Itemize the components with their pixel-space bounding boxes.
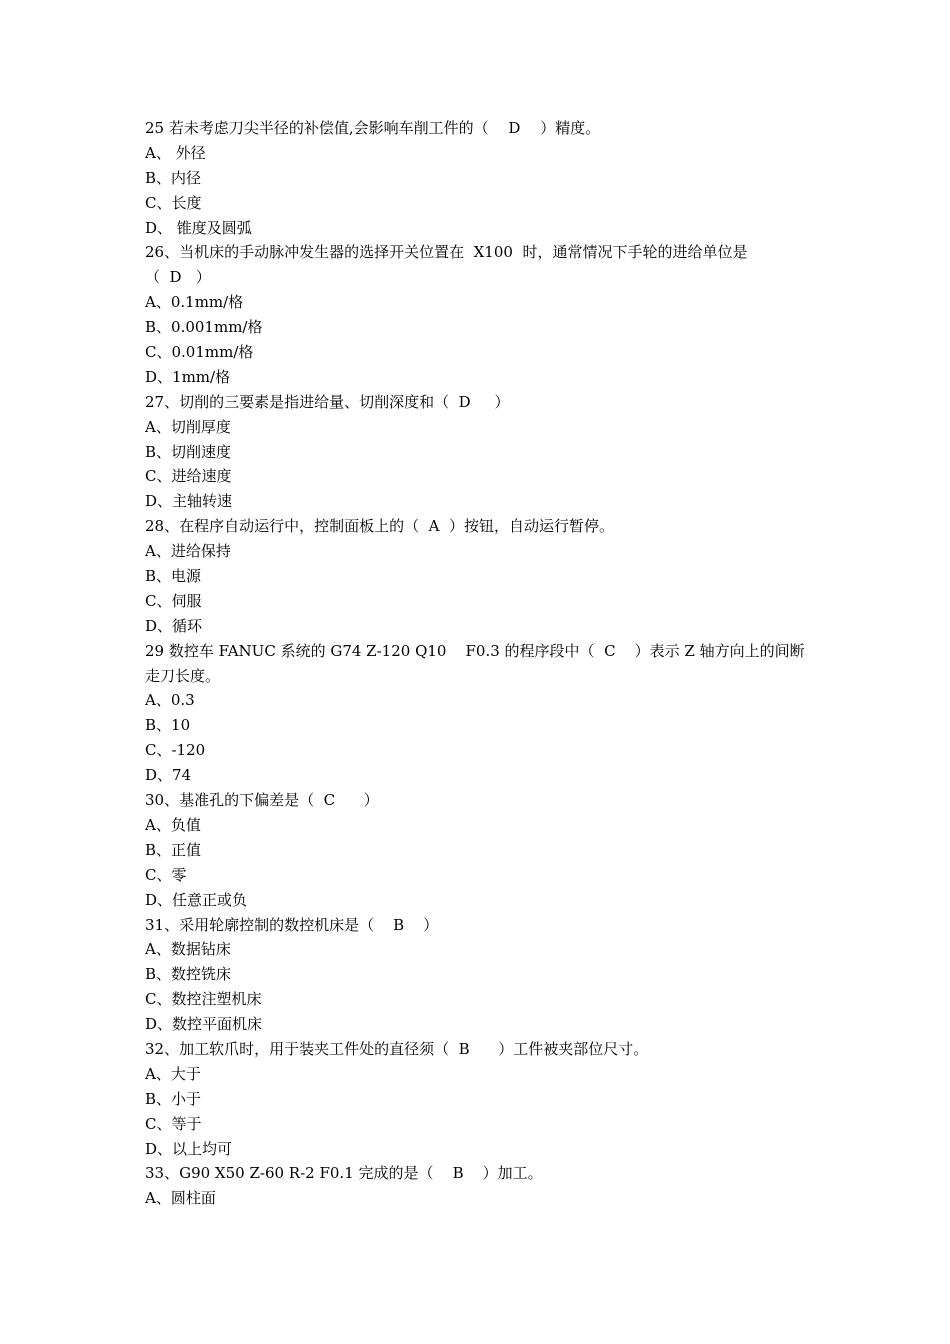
question-32-option-d: D、以上均可 (145, 1139, 233, 1158)
question-31-option-a: A、数据钻床 (145, 940, 231, 959)
question-26-option-b: B、0.001mm/格 (145, 318, 263, 337)
question-32-option-b: B、小于 (145, 1089, 202, 1108)
question-27-option-c: C、进给速度 (145, 467, 232, 486)
question-31-text: 31、采用轮廓控制的数控机床是（ B ） (145, 915, 439, 934)
question-29-text-cont: 走刀长度。 (145, 666, 221, 685)
question-29-option-d: D、74 (145, 766, 192, 785)
question-31-option-c: C、数控注塑机床 (145, 990, 262, 1009)
question-25-option-a: A、 外径 (145, 143, 206, 162)
question-31-option-d: D、数控平面机床 (145, 1015, 263, 1034)
question-28-option-a: A、进给保持 (145, 542, 231, 561)
question-30-option-c: C、零 (145, 865, 187, 884)
question-25-option-c: C、长度 (145, 193, 202, 212)
question-33-option-a: A、圆柱面 (145, 1189, 216, 1208)
question-27-option-a: A、切削厚度 (145, 417, 231, 436)
question-27-text: 27、切削的三要素是指进给量、切削深度和（ D ） (145, 392, 510, 411)
question-29-option-b: B、10 (145, 716, 191, 735)
question-25-option-b: B、内径 (145, 168, 202, 187)
question-33-text: 33、G90 X50 Z-60 R-2 F0.1 完成的是（ B ）加工。 (145, 1164, 543, 1183)
question-28-text: 28、在程序自动运行中，控制面板上的（ A ）按钮，自动运行暂停。 (145, 517, 614, 536)
question-26-text: 26、当机床的手动脉冲发生器的选择开关位置在 X100 时，通常情况下手轮的进给单位是 (145, 243, 748, 262)
question-list (145, 116, 815, 1211)
question-29-option-a: A、0.3 (145, 691, 195, 710)
question-30-option-a: A、负值 (145, 815, 201, 834)
question-29-text: 29 数控车 FANUC 系统的 G74 Z-120 Q10 F0.3 的程序段中（ C ）表示 Z 轴方向上的间断 (145, 641, 805, 660)
question-28-option-c: C、伺服 (145, 591, 202, 610)
question-26-option-d: D、1mm/格 (145, 367, 231, 386)
question-26-option-c: C、0.01mm/格 (145, 343, 254, 362)
question-25-option-d: D、 锥度及圆弧 (145, 218, 252, 237)
question-32-text: 32、加工软爪时，用于装夹工件处的直径须（ B ）工件被夹部位尺寸。 (145, 1039, 649, 1058)
question-32-option-c: C、等于 (145, 1114, 202, 1133)
question-26-option-a: A、0.1mm/格 (145, 293, 244, 312)
question-31-option-b: B、数控铣床 (145, 965, 232, 984)
question-32-option-a: A、大于 (145, 1064, 201, 1083)
question-27-option-d: D、主轴转速 (145, 492, 233, 511)
question-26-text-cont: （ D ） (145, 268, 211, 287)
question-30-option-b: B、正值 (145, 840, 202, 859)
question-30-option-d: D、任意正或负 (145, 890, 248, 909)
question-27-option-b: B、切削速度 (145, 442, 232, 461)
question-30-text: 30、基准孔的下偏差是（ C ） (145, 791, 379, 810)
question-28-option-b: B、电源 (145, 567, 202, 586)
question-28-option-d: D、循环 (145, 616, 203, 635)
question-29-option-c: C、-120 (145, 741, 206, 760)
question-25-text: 25 若未考虑刀尖半径的补偿值,会影响车削工件的（ D ）精度。 (145, 119, 601, 137)
